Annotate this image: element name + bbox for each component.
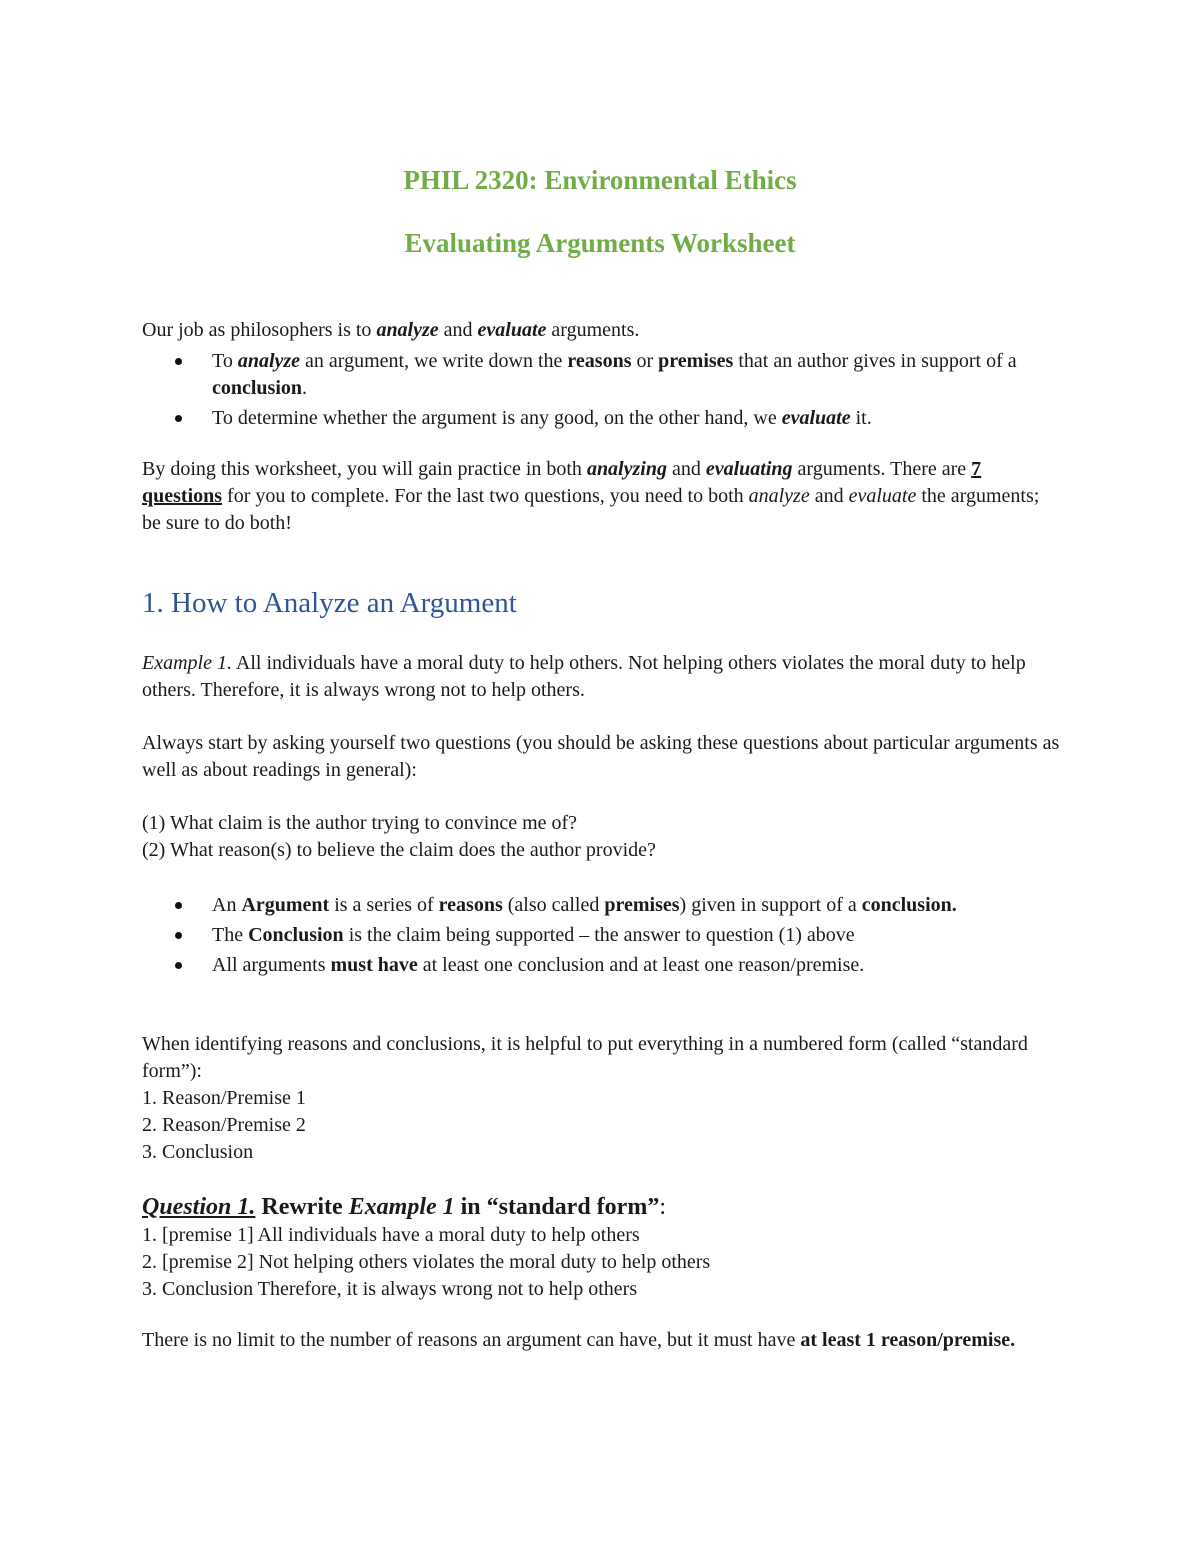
bullet-icon <box>175 358 182 365</box>
worksheet-overview-paragraph: By doing this worksheet, you will gain practice in both analyzing and evaluating arguments. There are 7 questions for you to complete. For the last two questions, you need to both analyze and evaluate the arguments; be sure to do both! <box>142 458 1040 534</box>
answer-line: 1. [premise 1] All individuals have a moral duty to help others <box>142 1224 640 1246</box>
question-1-prompt: Question 1. Rewrite Example 1 in “standard form”: <box>142 1194 666 1220</box>
bullet-icon <box>175 415 182 422</box>
definitions-block <box>142 892 1062 982</box>
bullet-icon <box>175 902 182 909</box>
list-item: An Argument is a series of reasons (also called premises) given in support of a conclusion. <box>142 892 1062 919</box>
closing-paragraph: There is no limit to the number of reasons an argument can have, but it must have at least 1 reason/premise. <box>142 1329 1016 1351</box>
intro-paragraph: Our job as philosophers is to analyze and evaluate arguments. <box>142 319 640 341</box>
bullet-icon <box>175 962 182 969</box>
answer-line: 3. Conclusion Therefore, it is always wrong not to help others <box>142 1278 638 1300</box>
bullet-icon <box>175 932 182 939</box>
intro-bullet-list <box>142 348 1062 432</box>
list-item: To analyze an argument, we write down the reasons or premises that an author gives in support of a conclusion. <box>142 348 1062 402</box>
list-item: All arguments must have at least one conclusion and at least one reason/premise. <box>142 952 1062 979</box>
answer-line: 2. [premise 2] Not helping others violates the moral duty to help others <box>142 1251 711 1273</box>
example-1-paragraph: Example 1. All individuals have a moral duty to help others. Not helping others violates the moral duty to help others. Therefore, it is always wrong not to help others. <box>142 652 1026 701</box>
standard-line: 3. Conclusion <box>142 1141 254 1163</box>
course-title: PHIL 2320: Environmental Ethics <box>403 165 797 195</box>
two-questions-paragraph: Always start by asking yourself two questions (you should be asking these questions about particular arguments as well as about readings in general): <box>142 732 1060 781</box>
list-item: To determine whether the argument is any good, on the other hand, we evaluate it. <box>142 405 1062 432</box>
list-item: The Conclusion is the claim being supported – the answer to question (1) above <box>142 922 1062 949</box>
two-questions-list <box>142 810 1062 864</box>
standard-line: 1. Reason/Premise 1 <box>142 1087 306 1109</box>
question-b: (2) What reason(s) to believe the claim does the author provide? <box>142 839 656 861</box>
intro-block <box>142 317 1062 435</box>
worksheet-title: Evaluating Arguments Worksheet <box>404 228 796 258</box>
standard-line: 2. Reason/Premise 2 <box>142 1114 306 1136</box>
question-1-block <box>142 1192 1062 1303</box>
question-a: (1) What claim is the author trying to convince me of? <box>142 812 578 834</box>
definitions-bullet-list <box>142 892 1062 979</box>
standard-form-block: When identifying reasons and conclusions, it is helpful to put everything in a numbered form (called “standard form”): 1. Reason/Premise 1 2. Reason/Premise 2 3. Conclusion <box>142 1031 1062 1166</box>
section-heading: 1. How to Analyze an Argument <box>142 587 517 619</box>
